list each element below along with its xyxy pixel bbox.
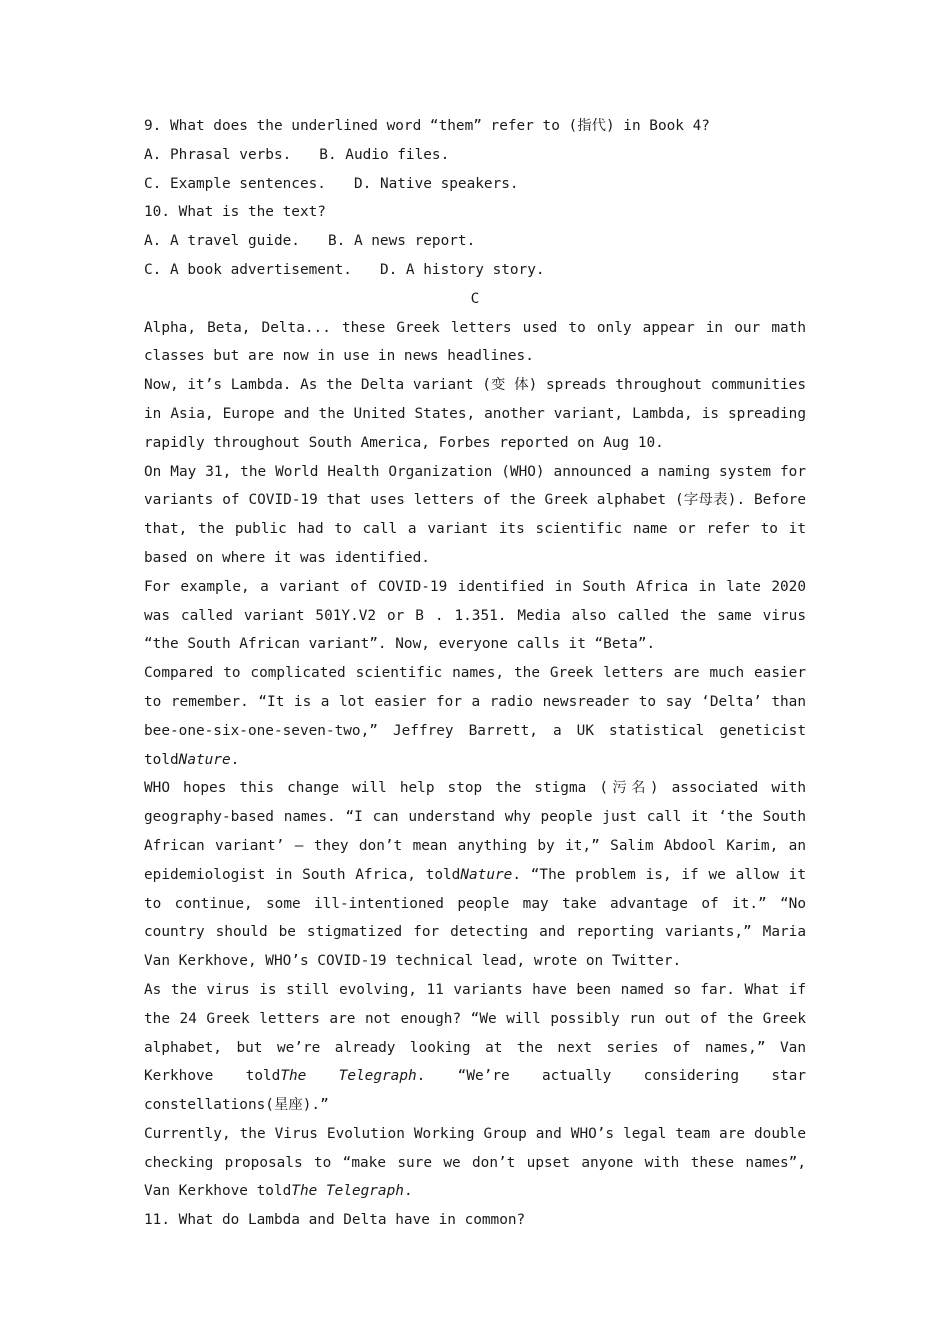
- p8-text: Currently, the Virus Evolution Working Group and WHO’s legal team are double checking proposals to “make sure we don’t upset anyone with these names”, Van Kerkhove told: [144, 1125, 806, 1200]
- q10-option-a: A. A travel guide.: [144, 233, 300, 250]
- q9-option-c: C. Example sentences.: [144, 175, 326, 192]
- p6-text: WHO hopes this change will help stop the stigma (污名) associated with geography-based names. “I can understand why people just call it ‘the South African variant’ — they don’t mean anything by it,” Salim Abdool Karim, an epidemiologist in South Africa, told: [144, 780, 806, 883]
- p6-source: Nature: [460, 866, 513, 883]
- p5-source: Nature: [178, 751, 231, 768]
- question-10-options-row-2: [144, 256, 806, 285]
- question-11-stem: 11. What do Lambda and Delta have in common?: [144, 1212, 526, 1229]
- passage-paragraph-1: Alpha, Beta, Delta... these Greek letters used to only appear in our math classes but are now in use in news headlines.: [144, 319, 806, 365]
- passage-paragraph-3: On May 31, the World Health Organization (WHO) announced a naming system for variants of COVID-19 that uses letters of the Greek alphabet (字母表). Before that, the public had to call a variant its scientific name or refer to it based on where it was identified.: [144, 463, 806, 566]
- q10-option-b: B. A news report.: [327, 233, 476, 250]
- p5-end: .: [230, 751, 240, 768]
- p8-source: The Telegraph: [291, 1183, 404, 1200]
- p8-end: .: [403, 1183, 413, 1200]
- question-10-options-row-1: [144, 227, 806, 256]
- passage-paragraph-7: [144, 976, 806, 1120]
- question-9-options-row-2: [144, 170, 806, 199]
- question-9-options-row-1: [144, 141, 806, 170]
- question-10-stem: 10. What is the text?: [144, 204, 326, 221]
- passage-paragraph-4: For example, a variant of COVID-19 identified in South Africa in late 2020 was called variant 501Y.V2 or B . 1.351. Media also called the same virus “the South African variant”. Now, everyone calls it “Beta”.: [144, 578, 806, 653]
- q9-option-b: B. Audio files.: [319, 146, 450, 163]
- p7-text: As the virus is still evolving, 11 variants have been named so far. What if the 24 Greek letters are not enough? “We will possibly run out of the Greek alphabet, but we’re already looking at the next series of names,” Van Kerkhove told: [144, 981, 806, 1085]
- q9-option-d: D. Native speakers.: [353, 175, 519, 192]
- p7-source: The Telegraph: [280, 1068, 417, 1085]
- q10-option-d: D. A history story.: [379, 261, 545, 278]
- passage-paragraph-2: Now, it’s Lambda. As the Delta variant (变 体) spreads throughout communities in Asia, Europe and the United States, another variant, Lambda, is spreading rapidly throughout South America, Forbes reported on Aug 10.: [144, 377, 806, 451]
- question-9-stem: 9. What does the underlined word “them” refer to (指代) in Book 4?: [144, 118, 710, 134]
- passage-paragraph-5: [144, 659, 806, 774]
- section-label: C: [470, 290, 480, 307]
- q10-option-c: C. A book advertisement.: [144, 261, 352, 278]
- document-page: [144, 112, 806, 1235]
- p5-text: Compared to complicated scientific names, the Greek letters are much easier to remember. “It is a lot easier for a radio newsreader to say ‘Delta’ than bee-one-six-one-seven-two,” Jeffrey Barrett, a UK statistical geneticist told: [144, 665, 806, 768]
- q9-option-a: A. Phrasal verbs.: [144, 146, 292, 163]
- p7-end: . “We’re actually considering star constellations(星座).”: [144, 1068, 806, 1114]
- p6-end: . “The problem is, if we allow it to continue, some ill-intentioned people may take advantage of it.” “No country should be stigmatized for detecting and reporting variants,” Maria Van Kerkhove, WHO’s COVID-19 technical lead, wrote on Twitter.: [144, 866, 806, 970]
- passage-paragraph-6: [144, 774, 806, 976]
- passage-paragraph-8: [144, 1120, 806, 1206]
